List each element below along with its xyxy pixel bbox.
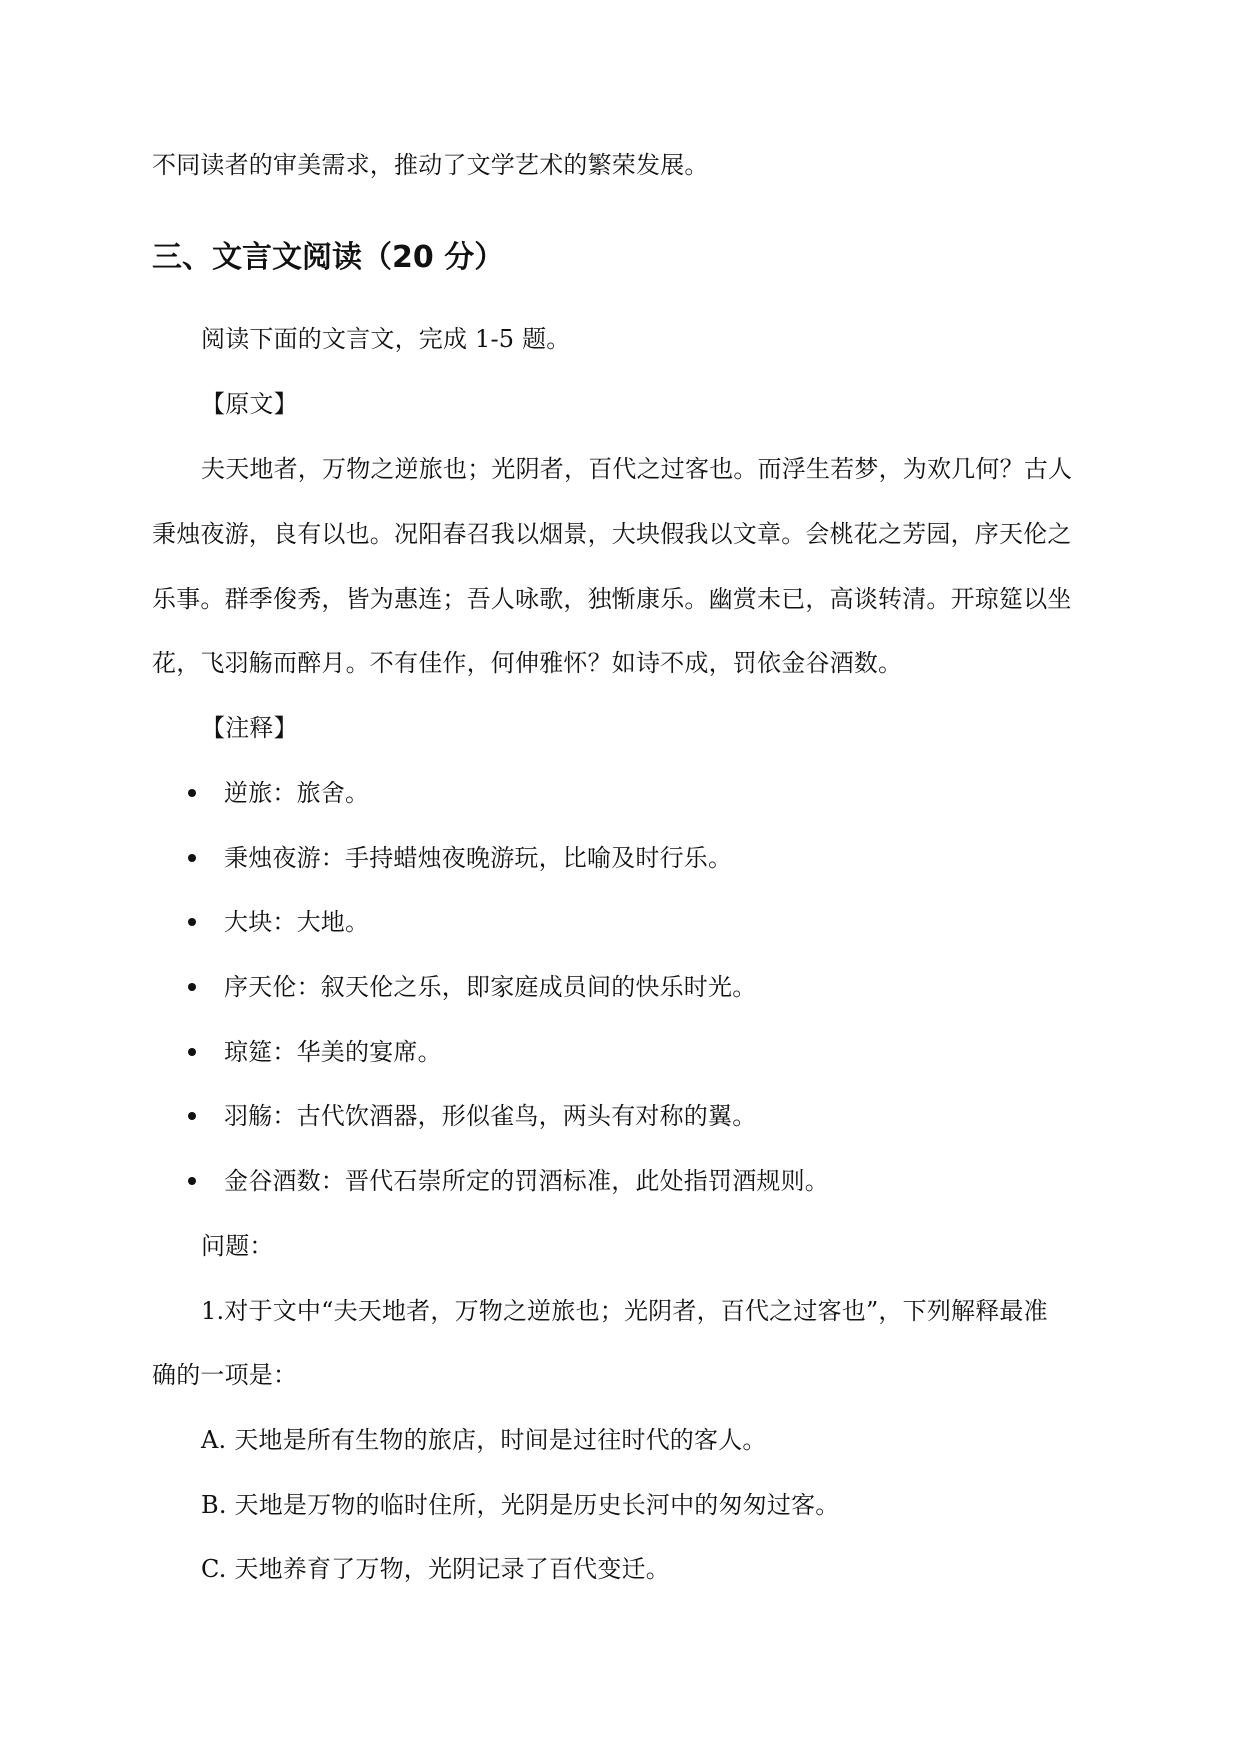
instruction-text: 阅读下面的文言文，完成 1-5 题。 [201,325,571,353]
bullet-icon [188,789,196,797]
question-1-option-c: C. 天地养育了万物，光阴记录了百代变迁。 [201,1555,670,1583]
original-line-2: 秉烛夜游，良有以也。况阳春召我以烟景，大块假我以文章。会桃花之芳园，序天伦之 [152,520,1072,548]
note-item: 琼筵：华美的宴席。 [224,1038,442,1066]
bullet-icon [188,983,196,991]
notes-label: 【注释】 [201,714,298,742]
question-1-line-1: 1.对于文中“夫天地者，万物之逆旅也；光阴者，百代之过客也”，下列解释最准 [201,1297,1048,1325]
note-item: 金谷酒数：晋代石崇所定的罚酒标准，此处指罚酒规则。 [224,1167,829,1195]
bullet-icon [188,854,196,862]
note-item: 秉烛夜游：手持蜡烛夜晚游玩，比喻及时行乐。 [224,844,733,872]
original-line-1: 夫天地者，万物之逆旅也；光阴者，百代之过客也。而浮生若梦，为欢几何？古人 [201,455,1073,483]
note-item: 序天伦：叙天伦之乐，即家庭成员间的快乐时光。 [224,973,757,1001]
questions-label: 问题： [201,1232,274,1260]
note-item: 羽觞：古代饮酒器，形似雀鸟，两头有对称的翼。 [224,1102,757,1130]
bullet-icon [188,918,196,926]
bullet-icon [188,1177,196,1185]
original-line-3: 乐事。群季俊秀，皆为惠连；吾人咏歌，独惭康乐。幽赏未已，高谈转清。开琼筵以坐 [152,585,1072,613]
note-item: 大块：大地。 [224,908,370,936]
original-line-4: 花，飞羽觞而醉月。不有佳作，何伸雅怀？如诗不成，罚依金谷酒数。 [152,649,903,677]
question-1-option-a: A. 天地是所有生物的旅店，时间是过往时代的客人。 [201,1426,767,1454]
bullet-icon [188,1112,196,1120]
bullet-icon [188,1048,196,1056]
original-label: 【原文】 [201,390,298,418]
intro-tail-text: 不同读者的审美需求，推动了文学艺术的繁荣发展。 [152,151,709,179]
question-1-line-2: 确的一项是： [152,1361,298,1389]
section-heading: 三、文言文阅读（20 分） [152,240,505,275]
note-item: 逆旅：旅舍。 [224,779,370,807]
question-1-option-b: B. 天地是万物的临时住所，光阴是历史长河中的匆匆过客。 [201,1491,840,1519]
